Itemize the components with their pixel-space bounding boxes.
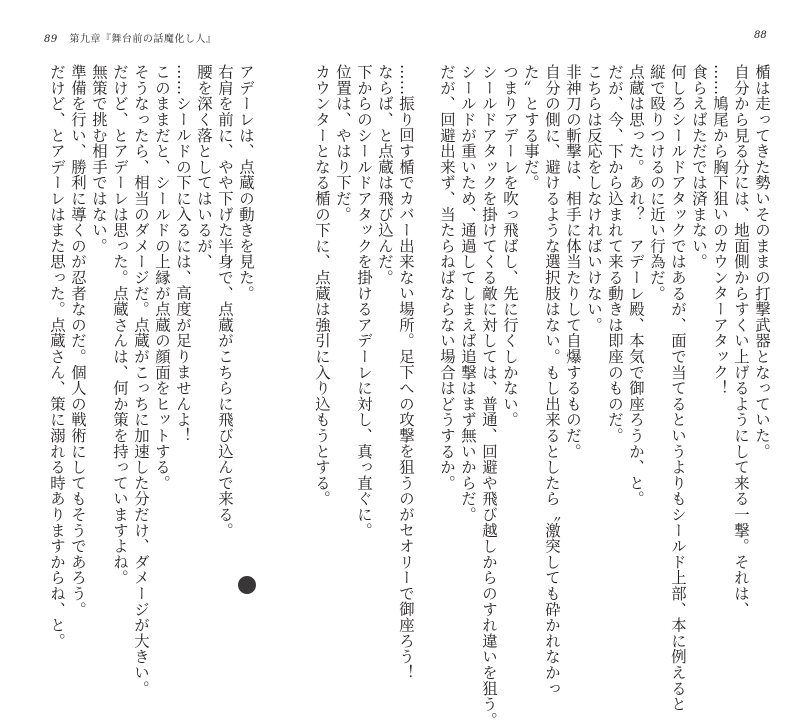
- right-page-number: 88: [754, 30, 767, 41]
- chapter-title: 第九章『舞台前の話魔化し人』: [69, 34, 217, 45]
- text-line: だけど、とアデーレは思った。点蔵さんは、何か策を持っていますよね。: [111, 64, 129, 586]
- right-page-text: [438, 64, 772, 728]
- text-line: シールドが重いため、通過してしまえば追撃はまず無いからだ。: [459, 64, 477, 523]
- left-page-number: 89: [44, 34, 58, 45]
- text-line: 右肩を前に、やや下げた半身で、点蔵がこちらに飛び込んで来る。: [216, 64, 234, 538]
- text-line: 食らえばただでは済まない。: [690, 64, 708, 270]
- text-line: 準備を行い、勝利に導くのが忍者なのだ。個人の戦術にしてもそうであろう。: [69, 64, 87, 617]
- text-line: ……振り回す楯でカバー出来ない場所。足下への攻撃を狙うのがセオリーで御座ろう！: [397, 64, 415, 681]
- text-line: カウンターとなる楯の下に、点蔵は強引に入り込もうとする。: [313, 64, 331, 507]
- text-line: 縦で殴りつけるのに近い行為だ。: [648, 64, 666, 301]
- left-page-text-part2: [16, 64, 256, 696]
- running-head: [44, 30, 216, 45]
- left-page-text-part1: [266, 64, 416, 681]
- text-line: 点蔵は思った。あれ？ アデーレ殿、本気で御座ろうか、と。: [627, 64, 645, 507]
- text-line: そうなったら、相当のダメージだ。点蔵がこっちに加速した分だけ、ダメージが大きい。: [132, 64, 150, 696]
- text-line: だけど、とアデーレはまた思った。点蔵さん、策に溺れる時ありますからね、と。: [48, 64, 66, 649]
- text-line: ……鳩尾から胸下狙いのカウンターアタック！: [711, 64, 729, 396]
- text-line: 自分の側に、避けるような選択肢はない。もし出来るとしたら〝激突しても砕かれなかっ: [543, 64, 561, 696]
- text-line: 位置は、やはり下だ。: [334, 64, 352, 222]
- text-line: 楯は走ってきた勢いそのままの打撃武器となっていた。: [753, 64, 771, 459]
- text-line: 腰を深く落としてはいるが、: [195, 64, 213, 270]
- text-line: シールドアタックを掛けてくる敵に対しては、普通、回避や飛び越しからのすれ違いを狙う。: [480, 64, 498, 728]
- text-line: だが、今、下から込まれて来る動きは即座のものだ。: [606, 64, 624, 444]
- text-line: た〟とする事だ。: [522, 64, 540, 191]
- text-line: 下からのシールドアタックを掛けるアデーレに対し、真っ直ぐに。: [355, 64, 373, 538]
- text-line: ならば、と点蔵は飛び込んだ。: [376, 64, 394, 286]
- scene-break-dot: [238, 576, 256, 594]
- text-line: 自分から見る分には、地面側からすくい上げるようにして来る一撃。それは、: [732, 64, 750, 617]
- text-line: アデーレは、点蔵の動きを見た。: [237, 64, 255, 301]
- text-line: だが、回避出来ず、当たらねばならない場合はどうするか。: [438, 64, 456, 491]
- text-line: ……シールドの下に入るには、高度が足りませんよ！: [174, 64, 192, 444]
- text-line: このままだと、シールドの上縁が点蔵の顔面をヒットする。: [153, 64, 171, 491]
- text-line: 何しろシールドアタックではあるが、面で当てるというよりもシールド上部、本に例えると: [669, 64, 687, 712]
- text-line: 無策で挑む相手ではない。: [90, 64, 108, 254]
- text-line: こちらは反応をしなければいけない。: [585, 64, 603, 333]
- text-line: つまりアデーレを吹っ飛ばし、先に行くしかない。: [501, 64, 519, 428]
- text-line: 非神刀の斬撃は、相手に体当たりして自爆するものだ。: [564, 64, 582, 459]
